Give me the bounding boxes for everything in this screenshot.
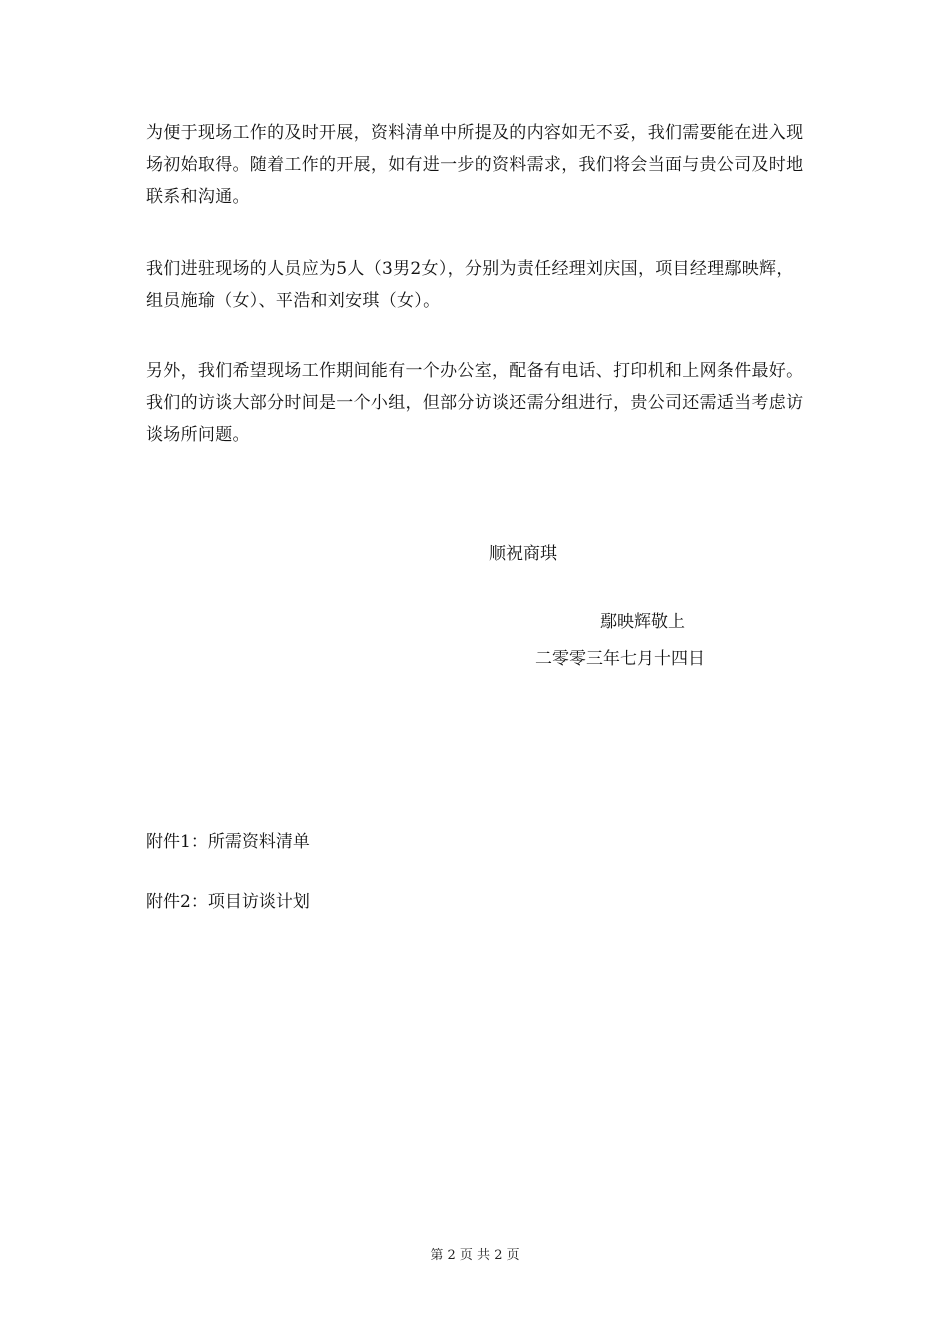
page-footer: 第 2 页 共 2 页 bbox=[430, 1248, 520, 1263]
paragraph-office-request: 另外，我们希望现场工作期间能有一个办公室，配备有电话、打印机和上网条件最好。我们的访谈大部分时间是一个小组，但部分访谈还需分组进行，贵公司还需适当考虑访谈场所问题。 bbox=[146, 361, 804, 445]
signature: 鄢映辉敬上 bbox=[600, 612, 685, 632]
paragraph-personnel: 我们进驻现场的人员应为5人（3男2女），分别为责任经理刘庆国，项目经理鄢映辉，组员施瑜（女）、平浩和刘安琪（女）。 bbox=[146, 259, 794, 311]
paragraph-materials: 为便于现场工作的及时开展，资料清单中所提及的内容如无不妥，我们需要能在进入现场初始取得。随着工作的开展，如有进一步的资料需求，我们将会当面与贵公司及时地联系和沟通。 bbox=[146, 123, 804, 207]
closing-salutation: 顺祝商琪 bbox=[489, 544, 557, 564]
attachment-2: 附件2：项目访谈计划 bbox=[146, 892, 310, 912]
attachment-1: 附件1：所需资料清单 bbox=[146, 832, 310, 852]
letter-date: 二零零三年七月十四日 bbox=[535, 649, 705, 669]
